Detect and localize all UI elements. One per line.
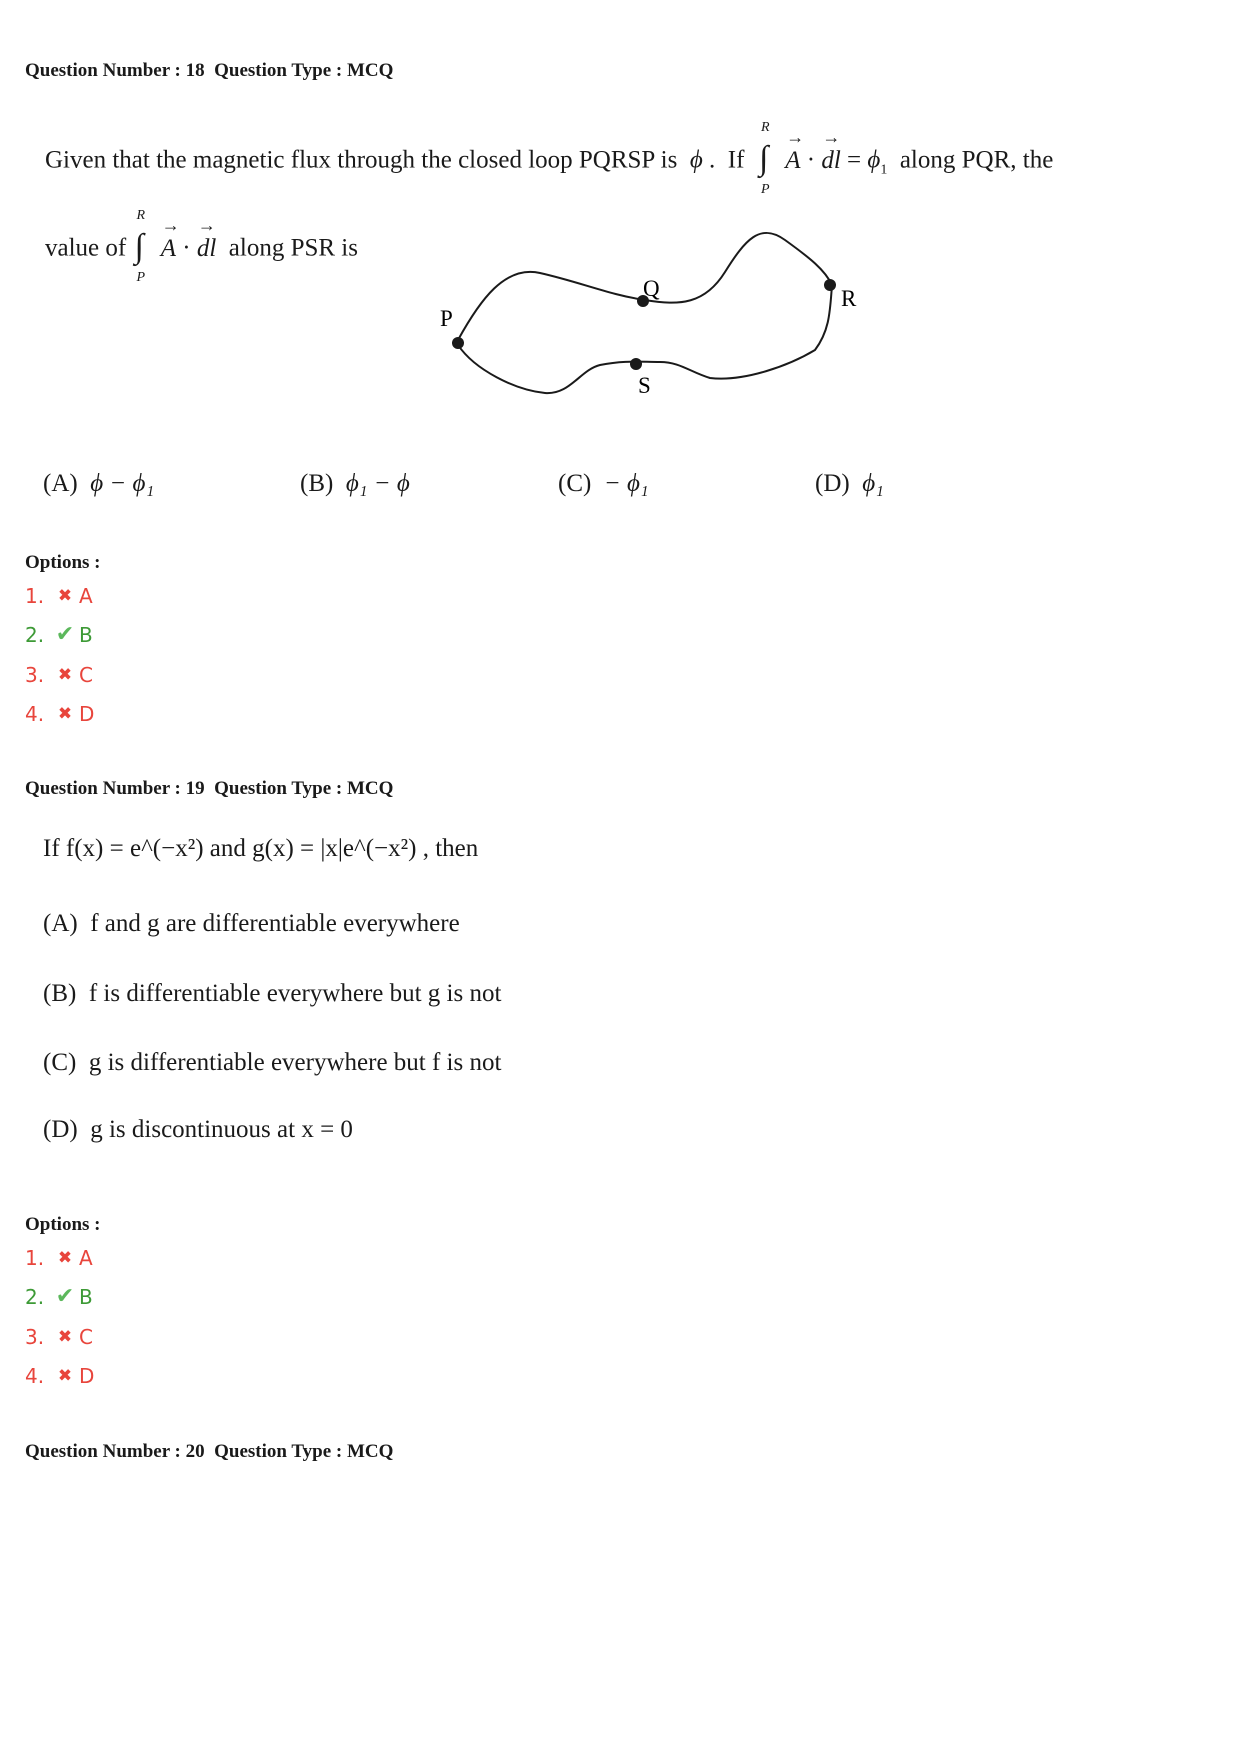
label-q: Q xyxy=(643,276,660,301)
question-20-header: Question Number : 20 Question Type : MCQ xyxy=(25,1441,394,1462)
loop-diagram xyxy=(0,0,1240,420)
cross-icon: ✖ xyxy=(57,1327,73,1347)
integral-icon: R ∫ P xyxy=(134,208,146,285)
option-row[interactable]: 4. ✖ D xyxy=(25,702,95,726)
option-row[interactable]: 3. ✖ C xyxy=(25,663,93,687)
integral-icon: R ∫ P xyxy=(758,120,770,197)
question-18-text-part2: along PQR, the xyxy=(899,146,1054,174)
question-18-text-line2-suffix: along PSR is xyxy=(228,234,358,262)
choice-d: (D) ϕ₁ xyxy=(815,470,884,497)
choice-a: (A) ϕ − ϕ₁ xyxy=(43,470,155,497)
question-18-header: Question Number : 18 Question Type : MCQ xyxy=(25,60,394,81)
point-s xyxy=(630,358,642,370)
question-19-choice-a: (A) f and g are differentiable everywhere xyxy=(43,910,460,937)
question-18-text-part1: Given that the magnetic flux through the closed loop PQRSP is xyxy=(45,146,678,174)
option-row[interactable]: 3. ✖ C xyxy=(25,1325,93,1349)
label-s: S xyxy=(638,373,651,398)
question-18-text-line1: Given that the magnetic flux through the closed loop PQRSP is ϕ . If R ∫ P → A · → dl = $\phi_1$ along PQR, the xyxy=(45,142,1053,182)
option-row[interactable]: 1. ✖ A xyxy=(25,584,93,608)
option-row[interactable]: 2. ✔ B xyxy=(25,622,93,647)
options-label: Options : xyxy=(25,552,101,573)
option-row[interactable]: 4. ✖ D xyxy=(25,1364,95,1388)
loop-curve xyxy=(458,233,832,393)
point-p xyxy=(452,337,464,349)
question-19-choice-d: (D) g is discontinuous at x = 0 xyxy=(43,1116,353,1143)
question-19-text: If f(x) = e^(−x²) and g(x) = |x|e^(−x²) , then xyxy=(43,835,479,862)
label-r: R xyxy=(841,286,857,311)
question-19-choice-b: (B) f is differentiable everywhere but g is not xyxy=(43,980,502,1007)
option-row[interactable]: 2. ✔ B xyxy=(25,1284,93,1309)
point-r xyxy=(824,279,836,291)
question-19-header: Question Number : 19 Question Type : MCQ xyxy=(25,778,394,799)
choice-c: (C) − ϕ₁ xyxy=(558,470,649,497)
choice-b: (B) ϕ₁ − ϕ xyxy=(300,470,410,497)
cross-icon: ✖ xyxy=(57,1366,73,1386)
question-18-text-line2: value of R ∫ P → A · → dl along PSR is xyxy=(45,230,358,270)
cross-icon: ✖ xyxy=(57,1248,73,1268)
check-icon: ✔ xyxy=(55,622,75,647)
options-label: Options : xyxy=(25,1214,101,1235)
question-19-choice-c: (C) g is differentiable everywhere but f is not xyxy=(43,1049,502,1076)
cross-icon: ✖ xyxy=(57,704,73,724)
question-18-text-line2-prefix: value of xyxy=(45,234,127,262)
check-icon: ✔ xyxy=(55,1284,75,1309)
label-p: P xyxy=(440,306,453,331)
option-row[interactable]: 1. ✖ A xyxy=(25,1246,93,1270)
cross-icon: ✖ xyxy=(57,586,73,606)
cross-icon: ✖ xyxy=(57,665,73,685)
